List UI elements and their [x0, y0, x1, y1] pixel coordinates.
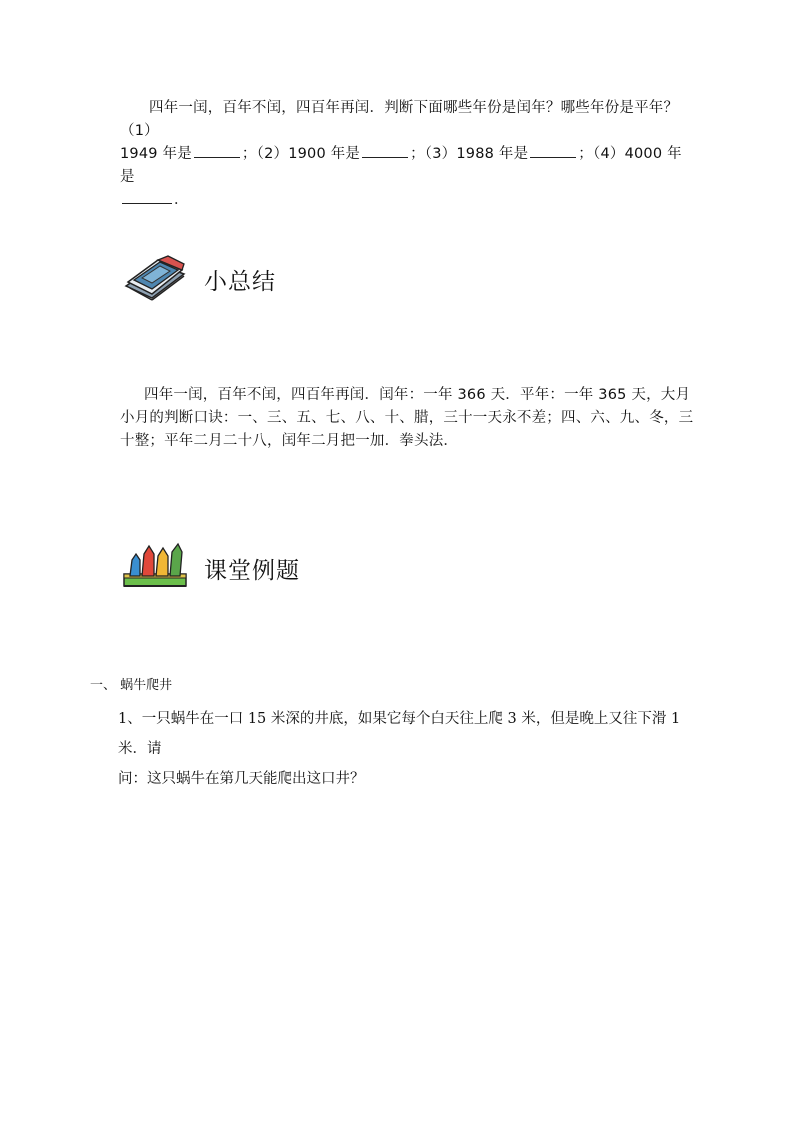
examples-heading [122, 542, 300, 594]
problem-1-line-1: 1、一只蜗牛在一口 15 米深的井底，如果它每个白天往上爬 3 米，但是晚上又往下滑 1 米．请 [118, 711, 681, 757]
answer-blank-4 [122, 189, 172, 204]
question-part-1: 1949 年是 [120, 146, 192, 162]
question-end: ． [174, 192, 189, 208]
summary-heading [122, 252, 276, 306]
answer-blank-3 [530, 143, 576, 158]
question-part-2: ；（2）1900 年是 [241, 146, 361, 162]
question-part-3: ；（3）1988 年是 [410, 146, 529, 162]
subsection-label: 一、 蜗牛爬井 [90, 678, 173, 693]
summary-text-block [120, 384, 695, 453]
question-part-4: ；（4）4000 年是 [120, 146, 682, 185]
summary-title: 小总结 [204, 268, 276, 295]
book-icon [122, 252, 188, 306]
problem-1 [118, 704, 698, 794]
answer-blank-2 [362, 143, 408, 158]
question-line-3 [120, 189, 695, 212]
examples-title: 课堂例题 [204, 557, 300, 584]
leap-year-question [120, 97, 695, 212]
pencils-icon [122, 542, 188, 594]
question-line-2 [120, 143, 695, 189]
summary-text: 四年一闰，百年不闰，四百年再闰．闰年：一年 366 天．平年：一年 365 天，大月小月的判断口诀：一、三、五、七、八、十、腊，三十一天永不差；四、六、九、冬，三十整；平年二月二十八，闰年二月把一加．拳头法． [120, 387, 694, 449]
answer-blank-1 [194, 143, 240, 158]
problem-1-line-2: 问：这只蜗牛在第几天能爬出这口井？ [118, 771, 365, 787]
question-line-1: 四年一闰，百年不闰，四百年再闰．判断下面哪些年份是闰年？哪些年份是平年？（1） [120, 100, 679, 139]
